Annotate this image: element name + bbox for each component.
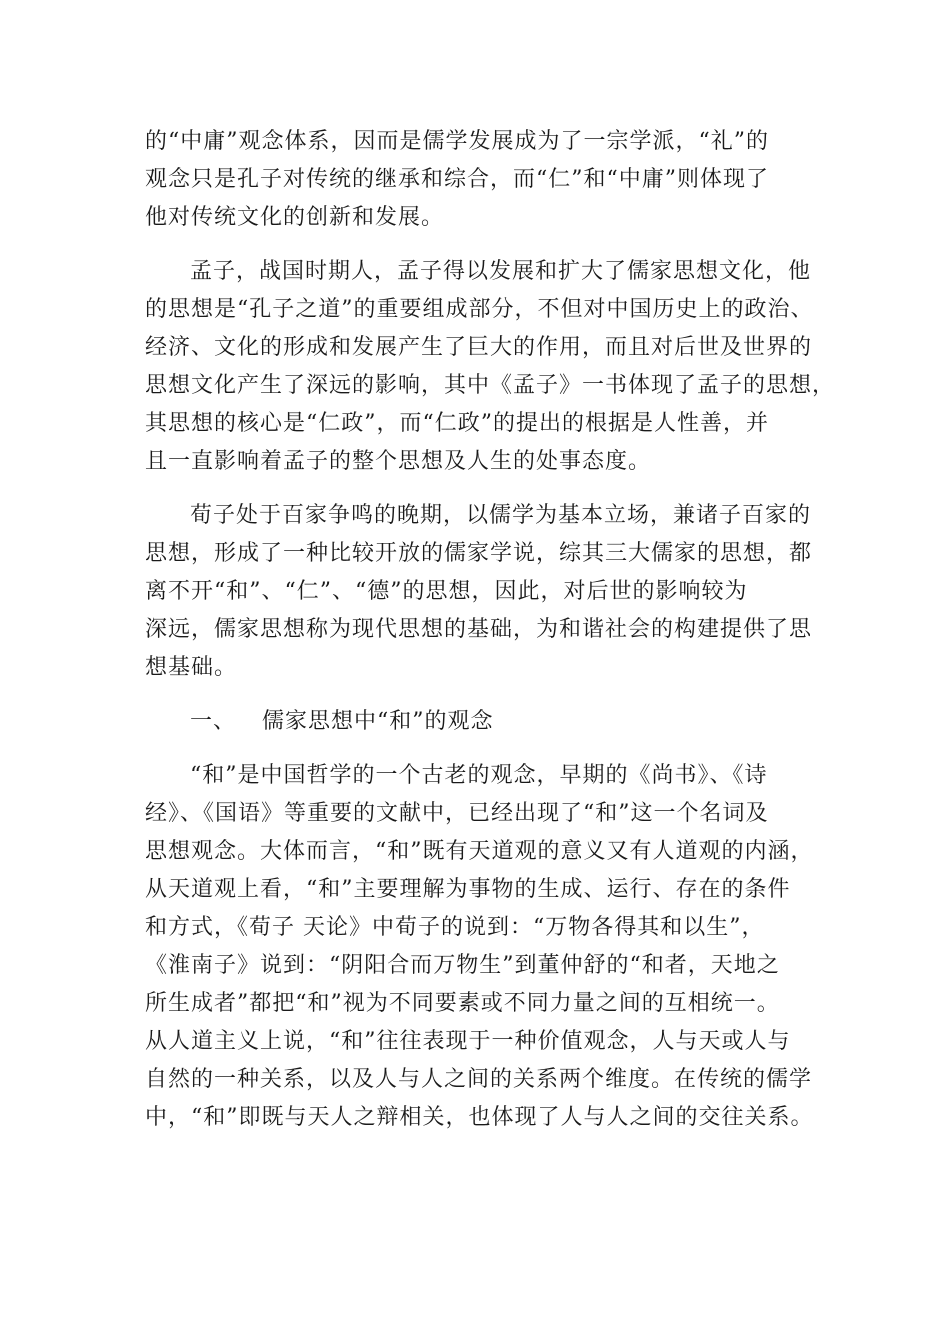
paragraph-2-line-1: 孟子，战国时期人，孟子得以发展和扩大了儒家思想文化，他 bbox=[190, 259, 812, 284]
paragraph-4-line-10: 中，“和”即既与天人之辩相关，也体现了人与人之间的交往关系。 bbox=[145, 1105, 814, 1130]
paragraph-4-line-5: 和方式，《荀子 天论》中荀子的说到：“万物各得其和以生”， bbox=[145, 915, 765, 940]
paragraph-3-line-4: 深远，儒家思想称为现代思想的基础，为和谐社会的构建提供了思 bbox=[145, 617, 813, 642]
paragraph-4-line-3: 思想观念。大体而言，“和”既有天道观的意义又有人道观的内涵， bbox=[145, 839, 814, 864]
paragraph-2-line-6: 且一直影响着孟子的整个思想及人生的处事态度。 bbox=[145, 449, 652, 474]
paragraph-2-line-5: 其思想的核心是“仁政”，而“仁政”的提出的根据是人性善，并 bbox=[145, 411, 769, 436]
paragraph-3-line-3: 离不开“和”、“仁”、“德”的思想，因此，对后世的影响较为 bbox=[145, 579, 748, 604]
section-heading-number: 一、 bbox=[190, 709, 237, 734]
paragraph-4-line-4: 从天道观上看，“和”主要理解为事物的生成、运行、存在的条件 bbox=[145, 877, 791, 902]
paragraph-3-line-2: 思想，形成了一种比较开放的儒家学说，综其三大儒家的思想，都 bbox=[145, 541, 813, 566]
paragraph-2-line-3: 经济、文化的形成和发展产生了巨大的作用，而且对后世及世界的 bbox=[145, 335, 813, 360]
paragraph-1-line-3: 他对传统文化的创新和发展。 bbox=[145, 205, 445, 230]
paragraph-4-line-9: 自然的一种关系，以及人与人之间的关系两个维度。在传统的儒学 bbox=[145, 1067, 813, 1092]
paragraph-2-line-2: 的思想是“孔子之道”的重要组成部分，不但对中国历史上的政治、 bbox=[145, 297, 814, 322]
paragraph-4-line-2: 经》、《国语》等重要的文献中，已经出现了“和”这一个名词及 bbox=[145, 801, 769, 826]
paragraph-3-line-1: 荀子处于百家争鸣的晚期，以儒学为基本立场，兼诸子百家的 bbox=[190, 503, 812, 528]
paragraph-4-line-8: 从人道主义上说，“和”往往表现于一种价值观念，人与天或人与 bbox=[145, 1029, 791, 1054]
paragraph-4-line-7: 所生成者”都把“和”视为不同要素或不同力量之间的互相统一。 bbox=[145, 991, 780, 1016]
section-heading-title: 儒家思想中“和”的观念 bbox=[262, 709, 494, 734]
paragraph-1-line-1: 的“中庸”观念体系，因而是儒学发展成为了一宗学派，“礼”的 bbox=[145, 129, 769, 154]
paragraph-4-line-1: “和”是中国哲学的一个古老的观念，早期的《尚书》、《诗 bbox=[190, 763, 768, 788]
paragraph-1-line-2: 观念只是孔子对传统的继承和综合，而“仁”和“中庸”则体现了 bbox=[145, 167, 769, 192]
paragraph-2-line-4: 思想文化产生了深远的影响，其中《孟子》一书体现了孟子的思想， bbox=[145, 373, 836, 398]
paragraph-3-line-5: 想基础。 bbox=[145, 655, 238, 680]
paragraph-4-line-6: 《淮南子》说到：“阴阳合而万物生”到董仲舒的“和者，天地之 bbox=[145, 953, 780, 978]
